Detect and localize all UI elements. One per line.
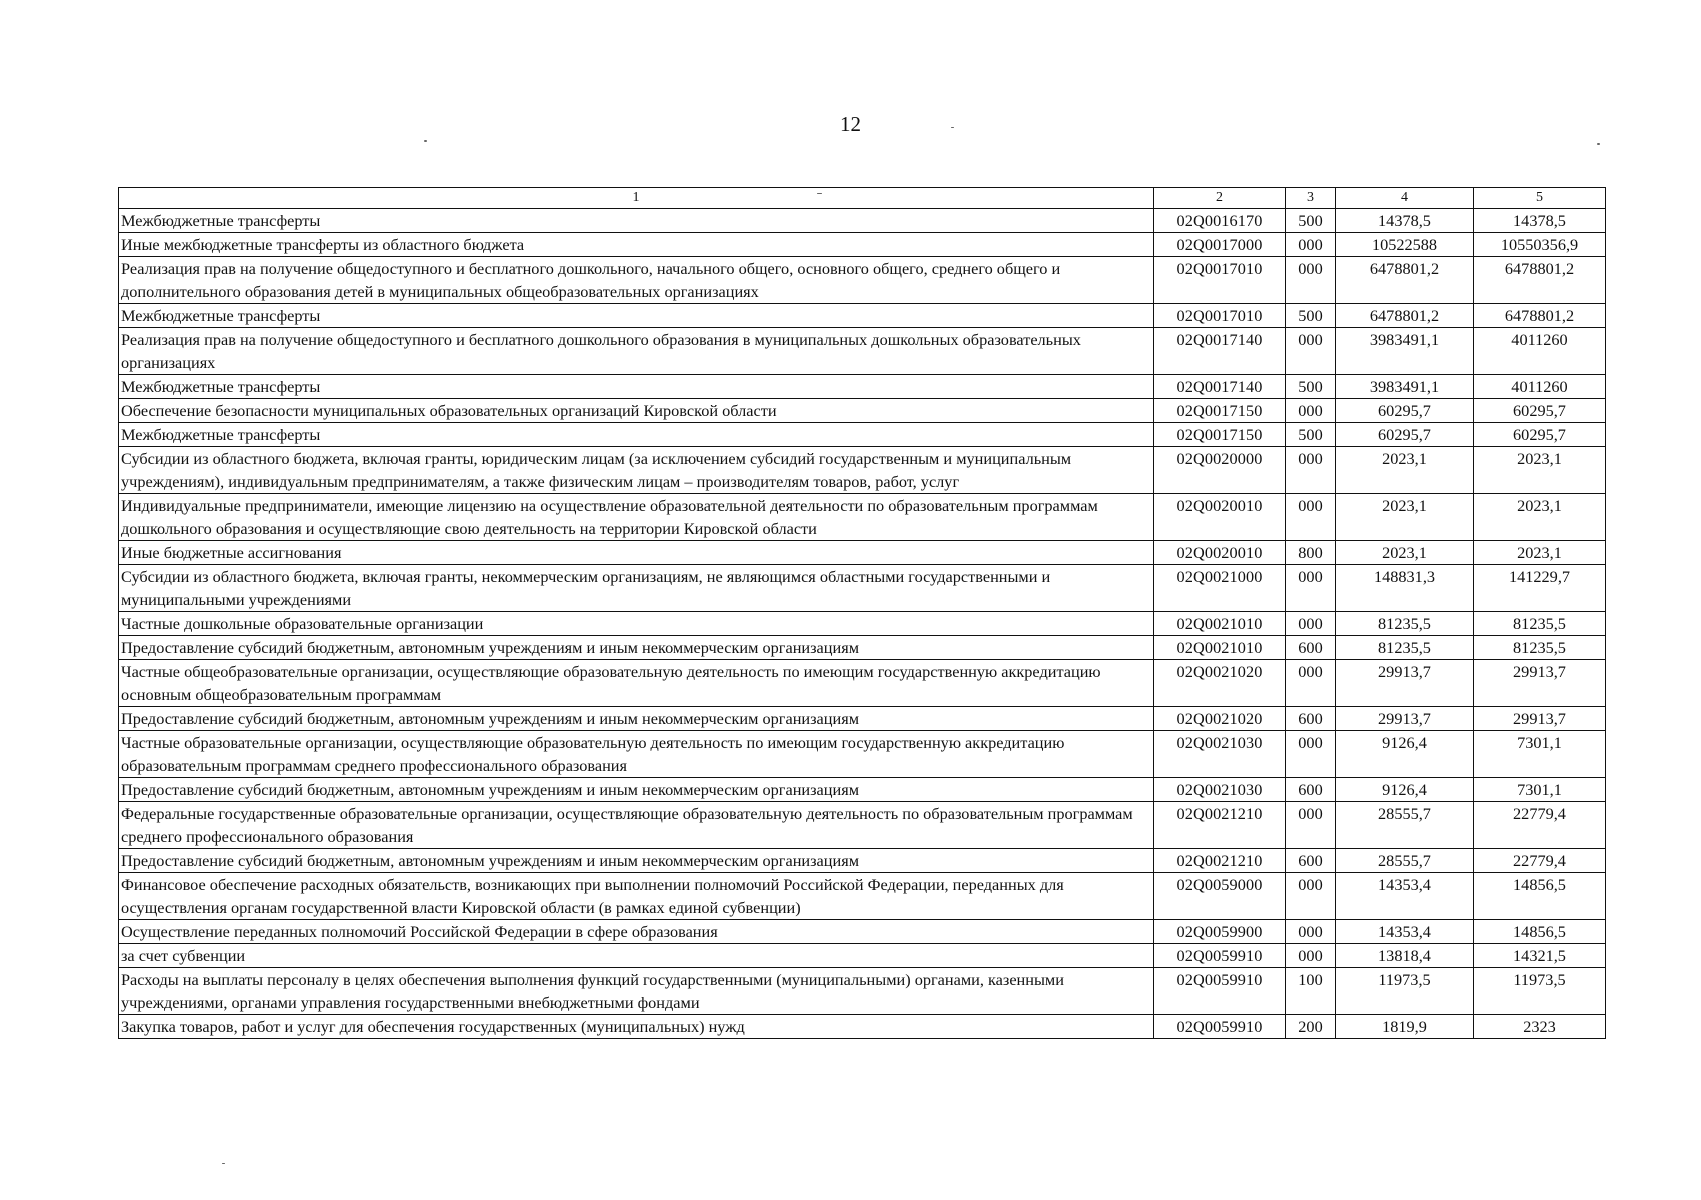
table-row (119, 304, 1606, 328)
row-name-cell: Субсидии из областного бюджета, включая гранты, некоммерческим организациям, не являющимся областными государственными и муниципальными учреждениями (119, 565, 1154, 612)
row-value-col4-cell: 3983491,1 (1336, 375, 1474, 399)
column-header: 4 (1336, 188, 1474, 209)
row-vr-cell: 600 (1286, 707, 1336, 731)
row-vr-cell: 100 (1286, 968, 1336, 1015)
table-row (119, 399, 1606, 423)
table-row (119, 920, 1606, 944)
row-vr-cell: 500 (1286, 423, 1336, 447)
row-name-cell: Реализация прав на получение общедоступного и бесплатного дошкольного, начального общего, основного общего, среднего общего и дополнительного образования детей в муниципальных общеобразовательных организациях (119, 257, 1154, 304)
row-value-col4-cell: 148831,3 (1336, 565, 1474, 612)
table-row (119, 802, 1606, 849)
row-name-cell: Частные образовательные организации, осуществляющие образовательную деятельность по имеющим государственную аккредитацию образовательным программам среднего профессионального образования (119, 731, 1154, 778)
table-row (119, 233, 1606, 257)
table-row (119, 731, 1606, 778)
row-value-col5-cell: 4011260 (1474, 328, 1606, 375)
row-vr-cell: 200 (1286, 1015, 1336, 1039)
table-row (119, 328, 1606, 375)
row-name-cell: Предоставление субсидий бюджетным, автономным учреждениям и иным некоммерческим организациям (119, 707, 1154, 731)
row-code-cell: 02Q0020010 (1154, 541, 1286, 565)
row-vr-cell: 500 (1286, 375, 1336, 399)
table-row (119, 968, 1606, 1015)
row-value-col4-cell: 14353,4 (1336, 873, 1474, 920)
row-value-col4-cell: 2023,1 (1336, 494, 1474, 541)
row-code-cell: 02Q0021020 (1154, 707, 1286, 731)
row-name-cell: Индивидуальные предприниматели, имеющие лицензию на осуществление образовательной деятельности по образовательным программам дошкольного образования и осуществляющие свою деятельность на территории Кировской области (119, 494, 1154, 541)
row-code-cell: 02Q0059000 (1154, 873, 1286, 920)
row-code-cell: 02Q0020000 (1154, 447, 1286, 494)
table-row (119, 707, 1606, 731)
row-value-col5-cell: 11973,5 (1474, 968, 1606, 1015)
row-vr-cell: 000 (1286, 257, 1336, 304)
table-row (119, 447, 1606, 494)
row-vr-cell: 000 (1286, 873, 1336, 920)
row-vr-cell: 000 (1286, 399, 1336, 423)
row-value-col4-cell: 2023,1 (1336, 541, 1474, 565)
row-code-cell: 02Q0059910 (1154, 944, 1286, 968)
row-name-cell: Частные общеобразовательные организации, осуществляющие образовательную деятельность по имеющим государственную аккредитацию основным общеобразовательным программам (119, 660, 1154, 707)
row-name-cell: Предоставление субсидий бюджетным, автономным учреждениям и иным некоммерческим организациям (119, 849, 1154, 873)
row-value-col4-cell: 1819,9 (1336, 1015, 1474, 1039)
row-value-col4-cell: 6478801,2 (1336, 304, 1474, 328)
row-code-cell: 02Q0021030 (1154, 778, 1286, 802)
row-value-col5-cell: 2023,1 (1474, 494, 1606, 541)
row-value-col4-cell: 9126,4 (1336, 731, 1474, 778)
row-value-col4-cell: 29913,7 (1336, 707, 1474, 731)
row-value-col5-cell: 29913,7 (1474, 660, 1606, 707)
row-code-cell: 02Q0021010 (1154, 636, 1286, 660)
row-value-col4-cell: 29913,7 (1336, 660, 1474, 707)
row-code-cell: 02Q0021020 (1154, 660, 1286, 707)
row-value-col4-cell: 11973,5 (1336, 968, 1474, 1015)
row-code-cell: 02Q0017140 (1154, 328, 1286, 375)
row-value-col4-cell: 3983491,1 (1336, 328, 1474, 375)
row-name-cell: Предоставление субсидий бюджетным, автономным учреждениям и иным некоммерческим организациям (119, 636, 1154, 660)
row-value-col4-cell: 81235,5 (1336, 636, 1474, 660)
table-row (119, 375, 1606, 399)
row-vr-cell: 000 (1286, 612, 1336, 636)
row-vr-cell: 000 (1286, 802, 1336, 849)
row-code-cell: 02Q0021210 (1154, 802, 1286, 849)
row-vr-cell: 600 (1286, 636, 1336, 660)
row-value-col4-cell: 13818,4 (1336, 944, 1474, 968)
row-vr-cell: 500 (1286, 304, 1336, 328)
row-code-cell: 02Q0017150 (1154, 423, 1286, 447)
row-name-cell: Межбюджетные трансферты (119, 423, 1154, 447)
row-value-col5-cell: 141229,7 (1474, 565, 1606, 612)
row-value-col4-cell: 14353,4 (1336, 920, 1474, 944)
row-code-cell: 02Q0059910 (1154, 968, 1286, 1015)
row-value-col5-cell: 6478801,2 (1474, 257, 1606, 304)
row-value-col5-cell: 2023,1 (1474, 447, 1606, 494)
row-value-col4-cell: 81235,5 (1336, 612, 1474, 636)
row-value-col4-cell: 28555,7 (1336, 849, 1474, 873)
row-value-col5-cell: 60295,7 (1474, 399, 1606, 423)
row-value-col4-cell: 60295,7 (1336, 399, 1474, 423)
row-code-cell: 02Q0017000 (1154, 233, 1286, 257)
row-value-col5-cell: 7301,1 (1474, 778, 1606, 802)
row-name-cell: Частные дошкольные образовательные организации (119, 612, 1154, 636)
row-vr-cell: 500 (1286, 209, 1336, 233)
row-value-col5-cell: 60295,7 (1474, 423, 1606, 447)
row-value-col5-cell: 4011260 (1474, 375, 1606, 399)
row-name-cell: Федеральные государственные образовательные организации, осуществляющие образовательную деятельность по образовательным программам среднего профессионального образования (119, 802, 1154, 849)
row-code-cell: 02Q0021210 (1154, 849, 1286, 873)
table-body (119, 209, 1606, 1039)
scan-speck (424, 140, 427, 142)
table-row (119, 873, 1606, 920)
table-row (119, 660, 1606, 707)
row-value-col5-cell: 22779,4 (1474, 849, 1606, 873)
header-row (119, 188, 1606, 209)
row-value-col5-cell: 81235,5 (1474, 636, 1606, 660)
row-code-cell: 02Q0017150 (1154, 399, 1286, 423)
row-code-cell: 02Q0021010 (1154, 612, 1286, 636)
row-name-cell: Реализация прав на получение общедоступного и бесплатного дошкольного образования в муниципальных дошкольных образовательных организациях (119, 328, 1154, 375)
row-vr-cell: 000 (1286, 328, 1336, 375)
table-row (119, 423, 1606, 447)
scan-speck (951, 127, 954, 128)
row-code-cell: 02Q0017010 (1154, 304, 1286, 328)
row-code-cell: 02Q0059910 (1154, 1015, 1286, 1039)
row-vr-cell: 000 (1286, 233, 1336, 257)
row-code-cell: 02Q0017010 (1154, 257, 1286, 304)
row-value-col4-cell: 14378,5 (1336, 209, 1474, 233)
table-row (119, 849, 1606, 873)
table-row (119, 944, 1606, 968)
row-vr-cell: 000 (1286, 920, 1336, 944)
table-row (119, 565, 1606, 612)
scan-speck (1597, 143, 1600, 145)
row-value-col5-cell: 14856,5 (1474, 873, 1606, 920)
row-vr-cell: 000 (1286, 494, 1336, 541)
table-row (119, 1015, 1606, 1039)
row-code-cell: 02Q0021030 (1154, 731, 1286, 778)
row-name-cell: Осуществление переданных полномочий Российской Федерации в сфере образования (119, 920, 1154, 944)
row-value-col5-cell: 2323 (1474, 1015, 1606, 1039)
row-value-col5-cell: 29913,7 (1474, 707, 1606, 731)
column-header: 1 (119, 188, 1154, 209)
row-value-col5-cell: 81235,5 (1474, 612, 1606, 636)
table-row (119, 778, 1606, 802)
row-value-col4-cell: 28555,7 (1336, 802, 1474, 849)
row-value-col5-cell: 14856,5 (1474, 920, 1606, 944)
row-value-col5-cell: 10550356,9 (1474, 233, 1606, 257)
row-name-cell: Предоставление субсидий бюджетным, автономным учреждениям и иным некоммерческим организациям (119, 778, 1154, 802)
row-value-col4-cell: 10522588 (1336, 233, 1474, 257)
row-name-cell: за счет субвенции (119, 944, 1154, 968)
table-row (119, 541, 1606, 565)
row-value-col5-cell: 14378,5 (1474, 209, 1606, 233)
row-code-cell: 02Q0021000 (1154, 565, 1286, 612)
column-header: 3 (1286, 188, 1336, 209)
row-name-cell: Иные межбюджетные трансферты из областного бюджета (119, 233, 1154, 257)
row-value-col5-cell: 22779,4 (1474, 802, 1606, 849)
row-name-cell: Субсидии из областного бюджета, включая гранты, юридическим лицам (за исключением субсидий государственным и муниципальным учреждениям), индивидуальным предпринимателям, а также физическим лицам – производителям товаров, работ, услуг (119, 447, 1154, 494)
row-value-col4-cell: 6478801,2 (1336, 257, 1474, 304)
row-vr-cell: 600 (1286, 849, 1336, 873)
page-number: 12 (840, 112, 861, 136)
scan-speck (222, 1163, 225, 1164)
row-value-col4-cell: 60295,7 (1336, 423, 1474, 447)
row-code-cell: 02Q0016170 (1154, 209, 1286, 233)
row-vr-cell: 000 (1286, 944, 1336, 968)
row-value-col4-cell: 9126,4 (1336, 778, 1474, 802)
table-row (119, 612, 1606, 636)
row-code-cell: 02Q0059900 (1154, 920, 1286, 944)
row-vr-cell: 000 (1286, 447, 1336, 494)
row-vr-cell: 800 (1286, 541, 1336, 565)
row-value-col5-cell: 14321,5 (1474, 944, 1606, 968)
row-code-cell: 02Q0020010 (1154, 494, 1286, 541)
row-value-col5-cell: 2023,1 (1474, 541, 1606, 565)
table-header (119, 188, 1606, 209)
row-name-cell: Межбюджетные трансферты (119, 209, 1154, 233)
row-name-cell: Межбюджетные трансферты (119, 375, 1154, 399)
row-code-cell: 02Q0017140 (1154, 375, 1286, 399)
row-vr-cell: 600 (1286, 778, 1336, 802)
row-name-cell: Финансовое обеспечение расходных обязательств, возникающих при выполнении полномочий Российской Федерации, переданных для осуществления органам государственной власти Кировской области (в рамках единой субвенции) (119, 873, 1154, 920)
budget-table (118, 187, 1606, 1039)
row-value-col5-cell: 6478801,2 (1474, 304, 1606, 328)
row-vr-cell: 000 (1286, 660, 1336, 707)
table-row (119, 257, 1606, 304)
row-value-col4-cell: 2023,1 (1336, 447, 1474, 494)
row-name-cell: Обеспечение безопасности муниципальных образовательных организаций Кировской области (119, 399, 1154, 423)
row-value-col5-cell: 7301,1 (1474, 731, 1606, 778)
row-name-cell: Расходы на выплаты персоналу в целях обеспечения выполнения функций государственными (муниципальными) органами, казенными учреждениями, органами управления государственными внебюджетными фондами (119, 968, 1154, 1015)
row-vr-cell: 000 (1286, 565, 1336, 612)
table-row (119, 636, 1606, 660)
row-vr-cell: 000 (1286, 731, 1336, 778)
column-header: 5 (1474, 188, 1606, 209)
row-name-cell: Закупка товаров, работ и услуг для обеспечения государственных (муниципальных) нужд (119, 1015, 1154, 1039)
column-header: 2 (1154, 188, 1286, 209)
table-row (119, 209, 1606, 233)
row-name-cell: Межбюджетные трансферты (119, 304, 1154, 328)
table-row (119, 494, 1606, 541)
row-name-cell: Иные бюджетные ассигнования (119, 541, 1154, 565)
